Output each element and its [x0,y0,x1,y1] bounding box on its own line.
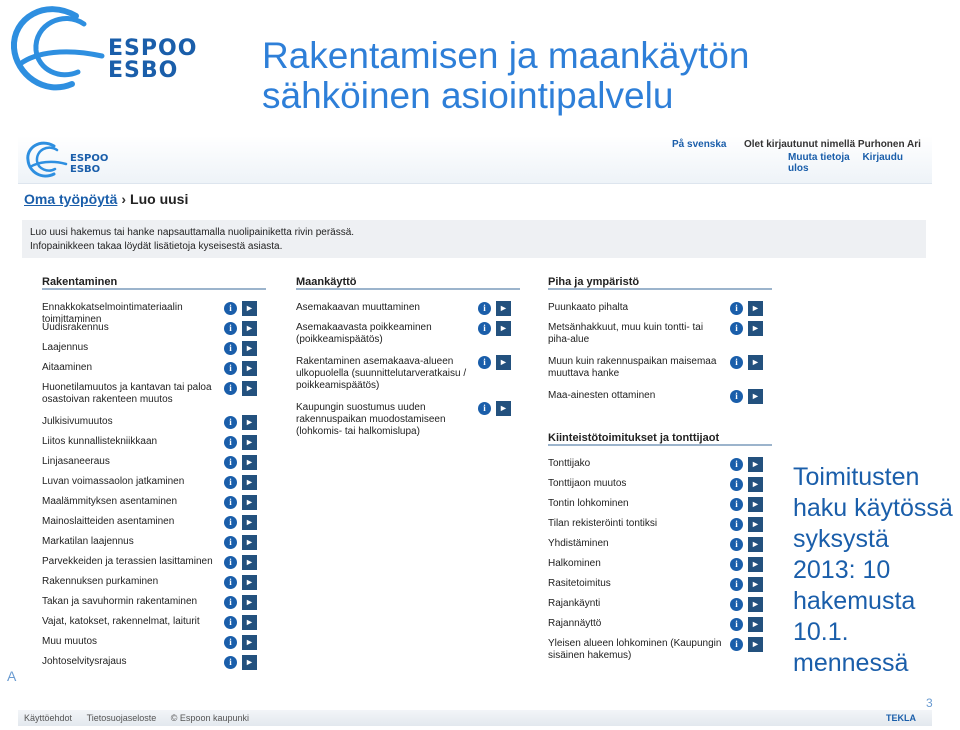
application-row-label [42,322,220,334]
tekla-logo: TEKLA [886,713,916,723]
info-icon[interactable]: i [224,302,237,315]
application-row [548,458,772,470]
create-application-arrow-icon[interactable]: ► [242,595,257,610]
create-application-arrow-icon[interactable]: ► [748,457,763,472]
application-row-label [42,536,220,548]
breadcrumb-separator: › [121,191,127,207]
application-row-label-line: Halkominen [548,558,601,569]
create-application-arrow-icon[interactable]: ► [496,355,511,370]
application-row [42,596,266,608]
create-application-arrow-icon[interactable]: ► [748,577,763,592]
breadcrumb-home-link[interactable]: Oma työpöytä [24,191,118,207]
application-row-label-line: ulkopuolella (suunnittelutarveratkaisu / [296,368,467,379]
application-row [548,356,772,380]
application-row-label [548,558,726,570]
create-application-arrow-icon[interactable]: ► [242,635,257,650]
create-application-arrow-icon[interactable]: ► [242,515,257,530]
application-row-label-line: Julkisivumuutos [42,416,113,427]
logout-link[interactable]: Kirjaudu ulos [788,152,904,174]
application-row-label-line: muuttava hanke [548,368,620,379]
create-application-arrow-icon[interactable]: ► [748,321,763,336]
logo-text-esbo: ESBO [108,58,179,83]
application-row [42,362,266,374]
application-row [42,576,266,588]
application-row [548,390,772,402]
column-piha [548,270,772,401]
side-note-line: 10.1. [793,618,849,646]
application-row-label-line: Maa-ainesten ottaminen [548,390,656,401]
service-logo-esbo: ESBO [70,164,101,175]
application-row-label-line: Rajankäynti [548,598,601,609]
application-row-label-line: Tilan rekisteröinti tontiksi [548,518,658,529]
service-logo-mark-icon [24,140,68,180]
application-row-label [42,342,220,354]
application-row-label-line: Tonttijaon muutos [548,478,627,489]
application-row-label-line: Huonetilamuutos ja kantavan tai paloa [42,382,212,393]
application-row-label [548,638,726,662]
application-row-label [548,390,726,402]
create-application-arrow-icon[interactable]: ► [242,321,257,336]
instructions-line-2: Infopainikkeen takaa löydät lisätietoja kyseisestä asiasta. [30,241,283,252]
side-note-line: haku käytössä [793,494,953,522]
logo-text-espoo: ESPOO [108,36,198,61]
service-logo[interactable] [24,140,124,180]
application-row [42,536,266,548]
create-application-arrow-icon[interactable]: ► [242,655,257,670]
application-row-label-line: Tonttijako [548,458,591,469]
info-icon[interactable]: i [478,356,491,369]
application-row-label-line: Asemakaavan muuttaminen [296,302,420,313]
application-row-label [42,416,220,428]
info-icon[interactable]: i [730,302,743,315]
application-row [296,402,520,438]
create-application-arrow-icon[interactable]: ► [242,435,257,450]
logged-in-status [744,139,921,150]
create-application-arrow-icon[interactable]: ► [242,615,257,630]
application-row-label [296,356,474,392]
application-row-label-line: Muu muutos [42,636,98,647]
application-row-label-line: sisäinen hakemus) [548,650,632,661]
create-application-arrow-icon[interactable]: ► [748,497,763,512]
application-row-label-line: Rajannäyttö [548,618,602,629]
espoo-logo-mark-icon [6,4,116,96]
application-row-label [42,436,220,448]
side-note-line: mennessä [793,649,909,677]
create-application-arrow-icon[interactable]: ► [242,361,257,376]
column-kiinteisto [548,426,772,661]
application-row-label-line: Rasitetoimitus [548,578,611,589]
create-application-arrow-icon[interactable]: ► [748,517,763,532]
logged-in-prefix: Olet kirjautunut nimellä [744,139,856,150]
application-row [548,518,772,530]
application-row [42,436,266,448]
create-application-arrow-icon[interactable]: ► [242,575,257,590]
application-row-label-line: Johtoselvitysrajaus [42,656,127,667]
instructions-box [22,220,926,258]
info-icon[interactable]: i [224,616,237,629]
application-row-label-line: Liitos kunnallistekniikkaan [42,436,158,447]
info-icon[interactable]: i [224,456,237,469]
application-row [548,302,772,314]
create-application-arrow-icon[interactable]: ► [748,389,763,404]
application-row-label [548,498,726,510]
service-header [18,136,932,184]
application-row-label-line: Laajennus [42,342,89,353]
breadcrumb [24,191,188,207]
application-row [42,416,266,428]
application-row [42,516,266,528]
info-icon[interactable]: i [730,558,743,571]
application-row-label [42,636,220,648]
espoo-logo [6,4,196,94]
application-row-label-line: osastoivan rakenteen muutos [42,394,173,405]
application-row [42,476,266,488]
application-row-label-line: Maalämmityksen asentaminen [42,496,178,507]
info-icon[interactable]: i [730,390,743,403]
info-icon[interactable]: i [224,436,237,449]
application-row-label-line: Metsänhakkuut, muu kuin tontti- tai [548,322,704,333]
application-row-label-line: rakennuspaikan muodostamiseen [296,414,446,425]
create-application-arrow-icon[interactable]: ► [748,557,763,572]
application-row [548,558,772,570]
application-row-label [548,538,726,550]
application-row [42,382,266,406]
create-application-arrow-icon[interactable]: ► [242,341,257,356]
info-icon[interactable]: i [224,476,237,489]
application-row-label [42,596,220,608]
create-application-arrow-icon[interactable]: ► [242,381,257,396]
application-row [548,498,772,510]
info-icon[interactable]: i [224,382,237,395]
application-row-label-line: Uudisrakennus [42,322,109,333]
application-row [548,638,772,662]
application-row-label-line: Markatilan laajennus [42,536,134,547]
application-row-label-line: (lohkomis- tai halkomislupa) [296,426,420,437]
application-row [548,598,772,610]
side-note-line: Toimitusten [793,463,920,491]
application-row-label-line: piha-alue [548,334,590,345]
service-footer [18,710,932,726]
application-row [296,322,520,346]
create-application-arrow-icon[interactable]: ► [242,415,257,430]
info-icon[interactable]: i [224,516,237,529]
create-application-arrow-icon[interactable]: ► [748,301,763,316]
create-application-arrow-icon[interactable]: ► [748,477,763,492]
info-icon[interactable]: i [224,342,237,355]
application-row-label [42,456,220,468]
application-row-label-line: Rakentaminen asemakaava-alueen [296,356,454,367]
column-heading-piha: Piha ja ympäristö [548,270,772,290]
side-note-line: hakemusta [793,587,916,615]
create-application-arrow-icon[interactable]: ► [748,355,763,370]
info-icon[interactable]: i [730,578,743,591]
breadcrumb-current: Luo uusi [130,191,189,207]
application-row [42,322,266,334]
create-application-arrow-icon[interactable]: ► [748,637,763,652]
application-row [296,356,520,392]
info-icon[interactable]: i [730,618,743,631]
stray-letter: A [7,668,17,684]
application-row-label [296,322,474,346]
application-row-label [42,362,220,374]
application-row-label [548,618,726,630]
language-link[interactable]: På svenska [672,139,727,150]
create-application-arrow-icon[interactable]: ► [242,475,257,490]
application-row [42,656,266,668]
info-icon[interactable]: i [224,416,237,429]
info-icon[interactable]: i [478,302,491,315]
info-icon[interactable]: i [730,322,743,335]
create-application-arrow-icon[interactable]: ► [496,321,511,336]
application-row [296,302,520,314]
column-rakentaminen [42,270,266,667]
application-row-label-line: Aitaaminen [42,362,93,373]
info-icon[interactable]: i [224,556,237,569]
application-row-label-line: Vajat, katokset, rakennelmat, laiturit [42,616,200,627]
application-row [548,322,772,346]
info-icon[interactable]: i [224,362,237,375]
application-row-label [548,322,726,346]
info-icon[interactable]: i [730,356,743,369]
info-icon[interactable]: i [730,638,743,651]
application-row-label-line: Puunkaato pihalta [548,302,629,313]
application-row-label [42,556,220,568]
application-row-label [548,598,726,610]
application-row-label [548,478,726,490]
info-icon[interactable]: i [730,458,743,471]
application-row-label [42,496,220,508]
application-row [42,616,266,628]
application-row-label-line: Kaupungin suostumus uuden [296,402,426,413]
application-row-label [42,516,220,528]
slide-title-line-1: Rakentamisen ja maankäytön [262,35,750,76]
side-note-line: 2013: 10 [793,556,891,584]
create-application-arrow-icon[interactable]: ► [748,537,763,552]
application-row-label-line: Tontin lohkominen [548,498,629,509]
info-icon[interactable]: i [224,596,237,609]
application-row-label [548,578,726,590]
application-row-label-line: poikkeamispäätös) [296,380,380,391]
application-row [548,478,772,490]
application-row [42,556,266,568]
slide-title-line-2: sähköinen asiointipalvelu [262,75,674,116]
edit-profile-link[interactable]: Muuta tietoja [788,152,850,163]
application-row-label [548,458,726,470]
application-row [42,636,266,648]
info-icon[interactable]: i [478,322,491,335]
application-row-label-line: Parvekkeiden ja terassien lasittaminen [42,556,213,567]
info-icon[interactable]: i [730,498,743,511]
footer-privacy-link[interactable]: Tietosuojaseloste [86,713,157,723]
application-row-label-line: Yleisen alueen lohkominen (Kaupungin [548,638,722,649]
slide-title [262,36,749,116]
application-row-label [42,382,220,406]
application-row [548,618,772,630]
info-icon[interactable]: i [730,478,743,491]
footer-copyright: © Espoon kaupunki [170,713,249,723]
application-row-label-line: Ennakkokatselmointimateriaalin toimittaminen [42,302,183,325]
column-heading-kiinteisto: Kiinteistötoimitukset ja tonttijaot [548,426,772,446]
application-row [42,342,266,354]
application-row [42,496,266,508]
create-application-arrow-icon[interactable]: ► [242,555,257,570]
create-application-arrow-icon[interactable]: ► [242,301,257,316]
application-row-label [548,518,726,530]
info-icon[interactable]: i [224,322,237,335]
application-row-label-line: Mainoslaitteiden asentaminen [42,516,175,527]
create-application-arrow-icon[interactable]: ► [242,495,257,510]
application-row-label [42,616,220,628]
info-icon[interactable]: i [730,518,743,531]
application-row [548,578,772,590]
create-application-arrow-icon[interactable]: ► [242,535,257,550]
info-icon[interactable]: i [224,496,237,509]
application-row-label [548,356,726,380]
create-application-arrow-icon[interactable]: ► [496,301,511,316]
info-icon[interactable]: i [224,636,237,649]
side-note-line: syksystä [793,525,889,553]
create-application-arrow-icon[interactable]: ► [748,617,763,632]
application-row-label [42,576,220,588]
application-row-label [296,402,474,438]
application-row-label-line: Asemakaavasta poikkeaminen [296,322,432,333]
application-row-label [42,476,220,488]
column-heading-rakentaminen: Rakentaminen [42,270,266,290]
info-icon[interactable]: i [478,402,491,415]
application-row-label-line: Rakennuksen purkaminen [42,576,159,587]
application-row-label [296,302,474,314]
service-logo-espoo: ESPOO [70,153,109,164]
application-row-label-line: (poikkeamispäätös) [296,334,383,345]
application-row-label [548,302,726,314]
account-links [788,152,932,174]
user-name: Purhonen Ari [857,139,921,150]
application-row-label-line: Muun kuin rakennuspaikan maisemaa [548,356,717,367]
create-application-arrow-icon[interactable]: ► [242,455,257,470]
application-row [548,538,772,550]
info-icon[interactable]: i [730,538,743,551]
info-icon[interactable]: i [730,598,743,611]
instructions-line-1: Luo uusi hakemus tai hanke napsauttamalla nuolipainiketta rivin perässä. [30,227,355,238]
column-heading-maankaytto: Maankäyttö [296,270,520,290]
application-row-label [42,656,220,668]
application-row [42,456,266,468]
create-application-arrow-icon[interactable]: ► [496,401,511,416]
info-icon[interactable]: i [224,576,237,589]
info-icon[interactable]: i [224,536,237,549]
application-row-label-line: Linjasaneeraus [42,456,110,467]
footer-terms-link[interactable]: Käyttöehdot [24,713,73,723]
create-application-arrow-icon[interactable]: ► [748,597,763,612]
page-number: 3 [926,696,933,710]
side-note [793,462,953,679]
info-icon[interactable]: i [224,656,237,669]
application-row-label-line: Takan ja savuhormin rakentaminen [42,596,198,607]
application-row-label-line: Luvan voimassaolon jatkaminen [42,476,185,487]
column-maankaytto [296,270,520,437]
application-row-label-line: Yhdistäminen [548,538,609,549]
